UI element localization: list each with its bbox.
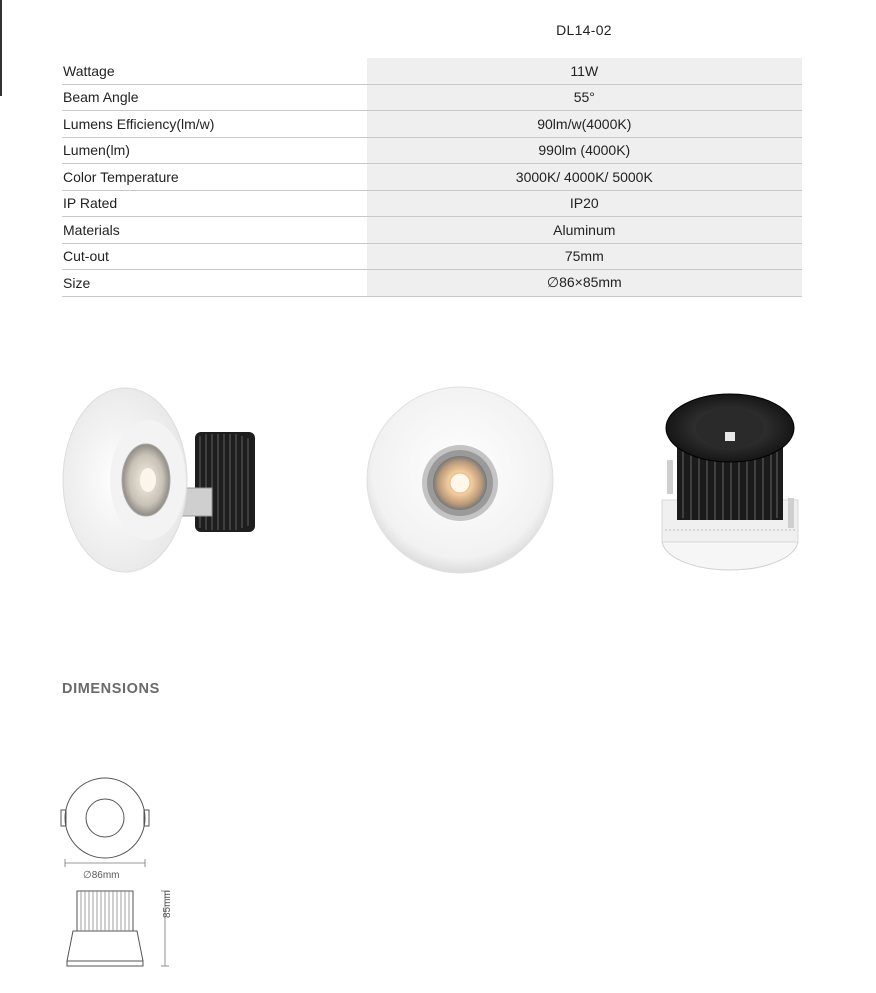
product-photo-front-view [360,380,560,580]
spec-table [62,58,802,297]
spec-row-wattage [62,58,802,84]
spec-row-lumen [62,137,802,164]
spec-row-materials [62,217,802,244]
spec-value: 11W [367,58,802,84]
spec-value: 90lm/w(4000K) [367,111,802,138]
diameter-label: ∅86mm [83,870,120,881]
spec-label: Lumens Efficiency(lm/w) [62,111,367,138]
spec-value: 990lm (4000K) [367,137,802,164]
spec-label: Size [62,270,367,297]
spec-row-ip-rated [62,190,802,217]
spec-label: IP Rated [62,190,367,217]
spec-value: ∅86×85mm [367,270,802,297]
spec-row-size [62,270,802,297]
dimensions-heading: DIMENSIONS [62,681,160,697]
product-photo-side-view [60,380,260,580]
spec-label: Beam Angle [62,84,367,111]
spec-value: 55° [367,84,802,111]
height-label: 85mm [162,890,173,918]
spec-row-lumens-efficiency [62,111,802,138]
top-view-drawing [55,770,155,870]
spec-value: Aluminum [367,217,802,244]
spec-value: IP20 [367,190,802,217]
dimension-drawings [55,770,195,980]
spec-value: 75mm [367,243,802,270]
spec-label: Color Temperature [62,164,367,191]
spec-row-beam-angle [62,84,802,111]
page-edge-mark [0,0,2,96]
spec-label: Wattage [62,58,367,84]
product-photo-back-view [655,380,805,580]
spec-label: Materials [62,217,367,244]
model-number: DL14-02 [556,22,612,38]
product-photos [0,360,876,600]
spec-label: Lumen(lm) [62,137,367,164]
spec-value: 3000K/ 4000K/ 5000K [367,164,802,191]
spec-row-color-temperature [62,164,802,191]
spec-row-cut-out [62,243,802,270]
spec-label: Cut-out [62,243,367,270]
